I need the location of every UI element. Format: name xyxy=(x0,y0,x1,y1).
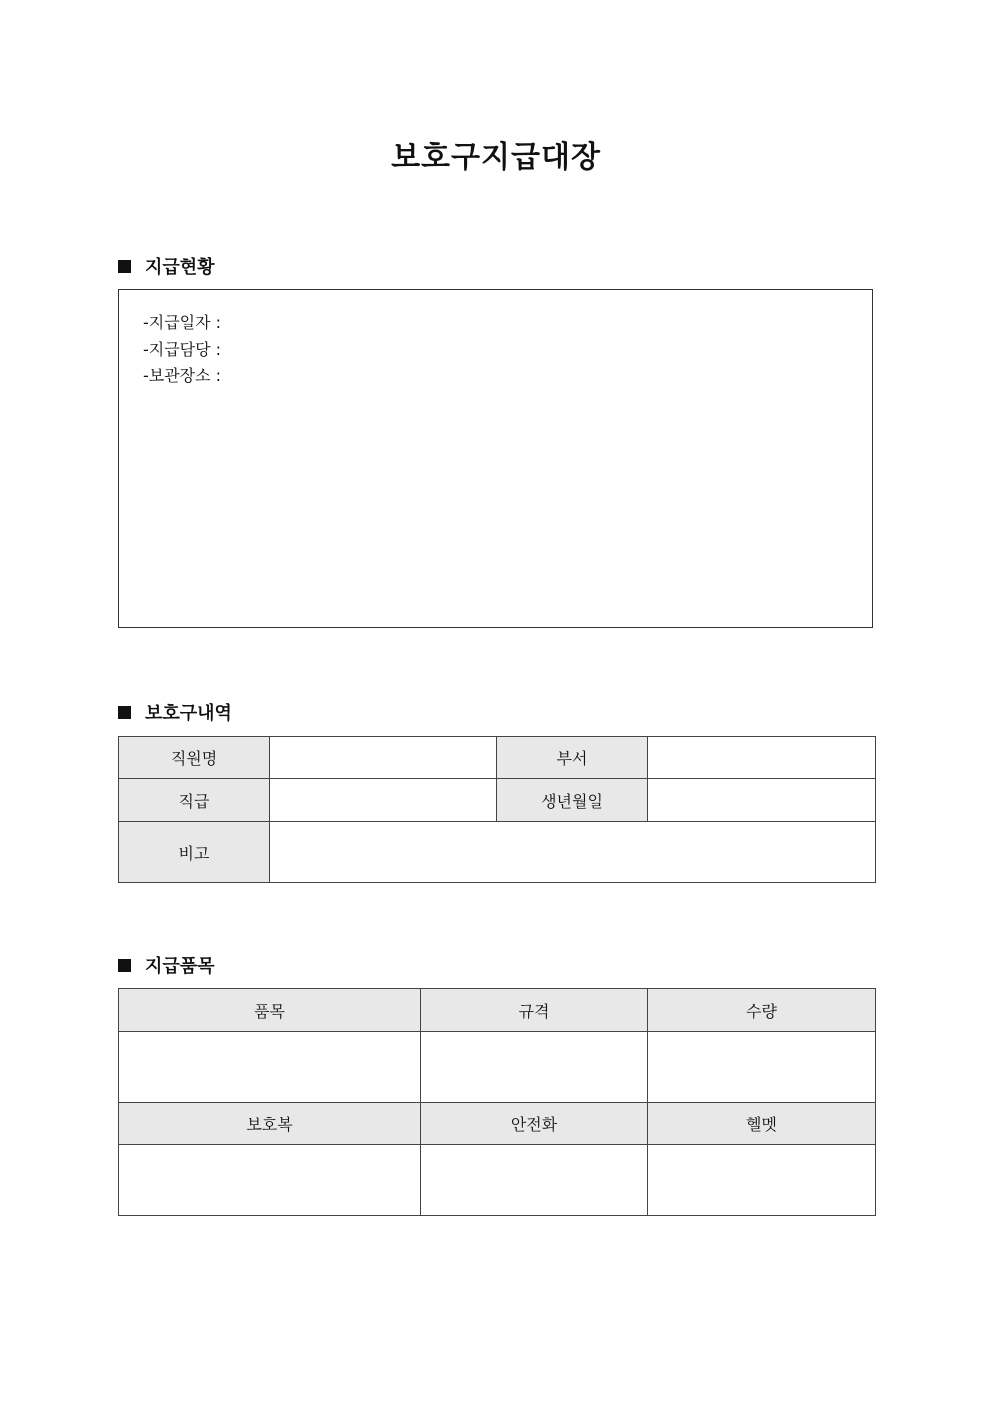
birth-date-cell[interactable] xyxy=(648,779,876,822)
square-bullet-icon xyxy=(118,260,131,273)
employee-name-label: 직원명 xyxy=(119,737,270,779)
safety-shoes-header: 안전화 xyxy=(421,1103,648,1145)
section-heading-label: 지급현황 xyxy=(145,257,215,278)
position-cell[interactable] xyxy=(270,779,497,822)
quantity-cell[interactable] xyxy=(648,1032,876,1103)
square-bullet-icon xyxy=(118,706,131,719)
safety-shoes-cell[interactable] xyxy=(421,1145,648,1216)
issue-date-line: -지급일자 : xyxy=(143,313,222,332)
employee-name-cell[interactable] xyxy=(270,737,497,779)
section-heading-label: 보호구내역 xyxy=(145,703,232,724)
section-heading-status xyxy=(118,253,215,279)
items-table xyxy=(118,988,876,1216)
helmet-cell[interactable] xyxy=(648,1145,876,1216)
status-box xyxy=(118,289,873,628)
page-title: 보호구지급대장 xyxy=(391,140,601,175)
issue-manager-line: -지급담당 : xyxy=(143,339,222,359)
birth-date-label: 생년월일 xyxy=(497,779,648,822)
position-label: 직급 xyxy=(119,779,270,822)
remarks-label: 비고 xyxy=(119,822,270,883)
helmet-header: 헬멧 xyxy=(648,1103,876,1145)
spec-cell[interactable] xyxy=(421,1032,648,1103)
protective-clothing-header: 보호복 xyxy=(119,1103,421,1145)
details-table xyxy=(118,736,876,883)
remarks-cell[interactable] xyxy=(270,822,876,883)
section-heading-label: 지급품목 xyxy=(145,956,215,977)
section-heading-items xyxy=(118,952,215,978)
quantity-header: 수량 xyxy=(648,989,876,1032)
square-bullet-icon xyxy=(118,959,131,972)
storage-location-line: -보관장소 : xyxy=(143,366,222,385)
item-cell[interactable] xyxy=(119,1032,421,1103)
spec-header: 규격 xyxy=(421,989,648,1032)
department-cell[interactable] xyxy=(648,737,876,779)
item-header: 품목 xyxy=(119,989,421,1032)
department-label: 부서 xyxy=(497,737,648,779)
section-heading-details xyxy=(118,699,232,725)
protective-clothing-cell[interactable] xyxy=(119,1145,421,1216)
